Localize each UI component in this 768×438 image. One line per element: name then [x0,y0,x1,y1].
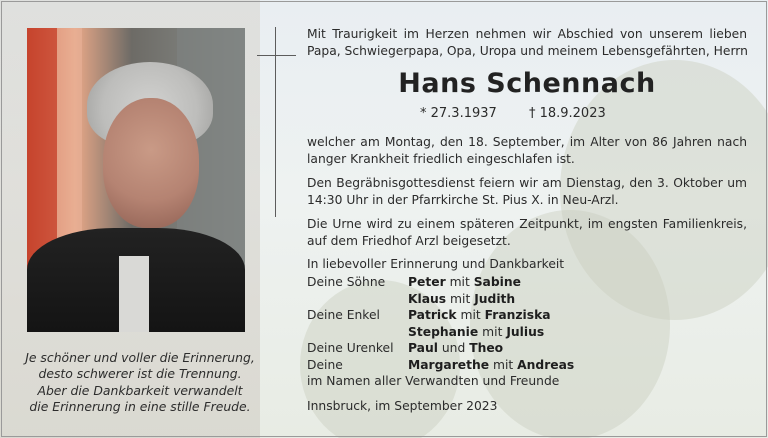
closing-line: In liebevoller Erinnerung und Dankbarkeit [307,257,565,271]
place-date: Innsbruck, im September 2023 [307,399,498,413]
connector: mit [493,357,514,372]
relation-label: Deine Enkel [307,308,380,322]
deceased-name: Hans Schennach [398,68,656,99]
relative-name: Franziska [484,308,551,322]
paragraph-line: auf dem Friedhof Arzl beigesetzt. [307,234,511,248]
paragraph-line: langer Krankheit friedlich eingeschlafen ist. [307,152,575,166]
paragraph-line: welcher am Montag, den 18. September, im Alter von 86 Jahren nach [307,135,747,149]
relation-label: Deine Söhne [307,275,386,289]
quote-line: Aber die Dankbarkeit verwandelt [37,382,243,398]
connector: mit [460,308,481,322]
relative-name: Stephanie [408,324,479,339]
relative-name: Julius [506,324,545,339]
relative-name: Judith [474,291,516,306]
birth-date: * 27.3.1937 [420,106,497,121]
quote-line: desto schwerer ist die Trennung. [38,366,242,382]
quote-line: Je schöner und voller die Erinnerung, [25,350,255,365]
paragraph-line: Den Begräbnisgottesdienst feiern wir am Dienstag, den 3. Oktober um [307,176,747,190]
relative-name: Patrick [408,308,457,322]
connector: und [441,341,466,355]
relative-name: Klaus [408,291,447,306]
connector: mit [449,275,470,289]
paragraph-line: Die Urne wird zu einem späteren Zeitpunkt, im engsten Familienkreis, [307,217,747,231]
intro-line: Papa, Schwiegerpapa, Opa, Uropa und meinem Lebensgefährten, Herrn [307,44,748,58]
paragraph-line: 14:30 Uhr in der Pfarrkirche St. Pius X. in Neu-Arzl. [307,193,619,207]
relative-name: Peter [408,275,446,289]
card-border [1,1,767,437]
intro-line: Mit Traurigkeit im Herzen nehmen wir Abschied von unserem lieben [307,27,747,41]
relative-name: Andreas [517,357,575,372]
connector: mit [482,324,503,339]
relative-name: Sabine [473,275,521,289]
death-date: † 18.9.2023 [528,106,606,121]
relation-label: Deine [307,357,343,372]
quote-line: die Erinnerung in eine stille Freude. [29,399,251,415]
relative-name: Theo [469,341,504,355]
relation-label: Deine Urenkel [307,341,394,355]
relative-name: Paul [408,341,438,355]
relative-name: Margarethe [408,357,490,372]
all-relatives-line: im Namen aller Verwandten und Freunde [307,374,560,388]
connector: mit [450,291,471,306]
